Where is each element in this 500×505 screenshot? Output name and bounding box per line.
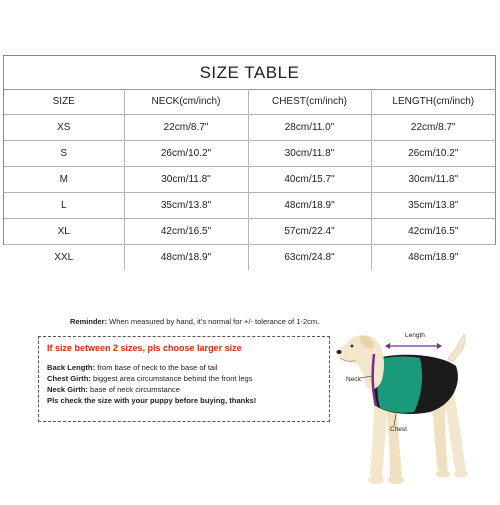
cell-neck: 26cm/10.2" [124,141,248,167]
header-size: SIZE [52,96,75,107]
check-size-note [47,395,321,406]
reminder-text: When measured by hand, it's normal for +/- tolerance of 1-2cm. [107,317,320,326]
cell-length: 35cm/13.8" [371,193,495,219]
cell-chest: 28cm/11.0" [248,115,371,141]
neck-label: Neck [346,376,361,383]
dog-illustration [330,320,500,500]
cell-length: 30cm/11.8" [371,167,495,193]
header-neck: NECK(cm/inch) [124,89,248,115]
back-length-text: from base of neck to the base of tail [95,363,218,372]
chest-girth-term: Chest Girth: [47,374,91,383]
header-chest: CHEST(cm/inch) [248,89,371,115]
cell-chest: 40cm/15.7" [248,167,371,193]
table-row [4,167,495,193]
table-row [4,219,495,245]
length-arrow [385,343,442,349]
table-row [4,245,495,271]
back-length-term: Back Length: [47,363,96,372]
size-table [3,55,496,263]
cell-chest: 30cm/11.8" [248,141,371,167]
cell-neck: 22cm/8.7" [124,115,248,141]
table-row [4,193,495,219]
dog-nose [336,350,341,354]
header-row [4,89,495,115]
chest-girth-note [47,373,321,384]
header-length: LENGTH(cm/inch) [371,89,495,115]
chest-girth-text: biggest area circumstance behind the front legs [90,374,253,383]
dog-tail [448,334,465,362]
cell-neck: 35cm/13.8" [124,193,248,219]
cell-size: S [4,141,124,167]
cell-size: XL [4,219,124,245]
dog-eye [351,345,354,348]
cell-size: XXL [4,245,124,271]
measurement-guide-box [38,336,330,422]
dog-measurement-diagram [330,320,500,500]
coat-panel [377,357,422,413]
cell-neck: 42cm/16.5" [124,219,248,245]
cell-length: 48cm/18.9" [371,245,495,271]
cell-length: 26cm/10.2" [371,141,495,167]
reminder-lead: Reminder: [70,317,108,326]
cell-chest: 48cm/18.9" [248,193,371,219]
table-row [4,141,495,167]
cell-chest: 57cm/22.4" [248,219,371,245]
cell-neck: 30cm/11.8" [124,167,248,193]
length-label: Length [405,332,425,339]
size-grid [4,89,495,270]
cell-length: 42cm/16.5" [371,219,495,245]
cell-neck: 48cm/18.9" [124,245,248,271]
size-warning: If size between 2 sizes, pls choose larger size [47,343,242,353]
tolerance-reminder [70,317,319,326]
neck-girth-note [47,384,321,395]
chest-label: Chest [390,426,407,433]
check-size-text: Pls check the size with your puppy before buying, thanks! [47,396,257,405]
size-table-title: SIZE TABLE [4,56,495,90]
back-length-note [47,362,321,373]
neck-girth-text: base of neck circumstance [87,385,180,394]
cell-length: 22cm/8.7" [371,115,495,141]
cell-size: L [4,193,124,219]
cell-chest: 63cm/24.8" [248,245,371,271]
cell-size: XS [4,115,124,141]
neck-girth-term: Neck Girth: [47,385,88,394]
table-row [4,115,495,141]
cell-size: M [4,167,124,193]
